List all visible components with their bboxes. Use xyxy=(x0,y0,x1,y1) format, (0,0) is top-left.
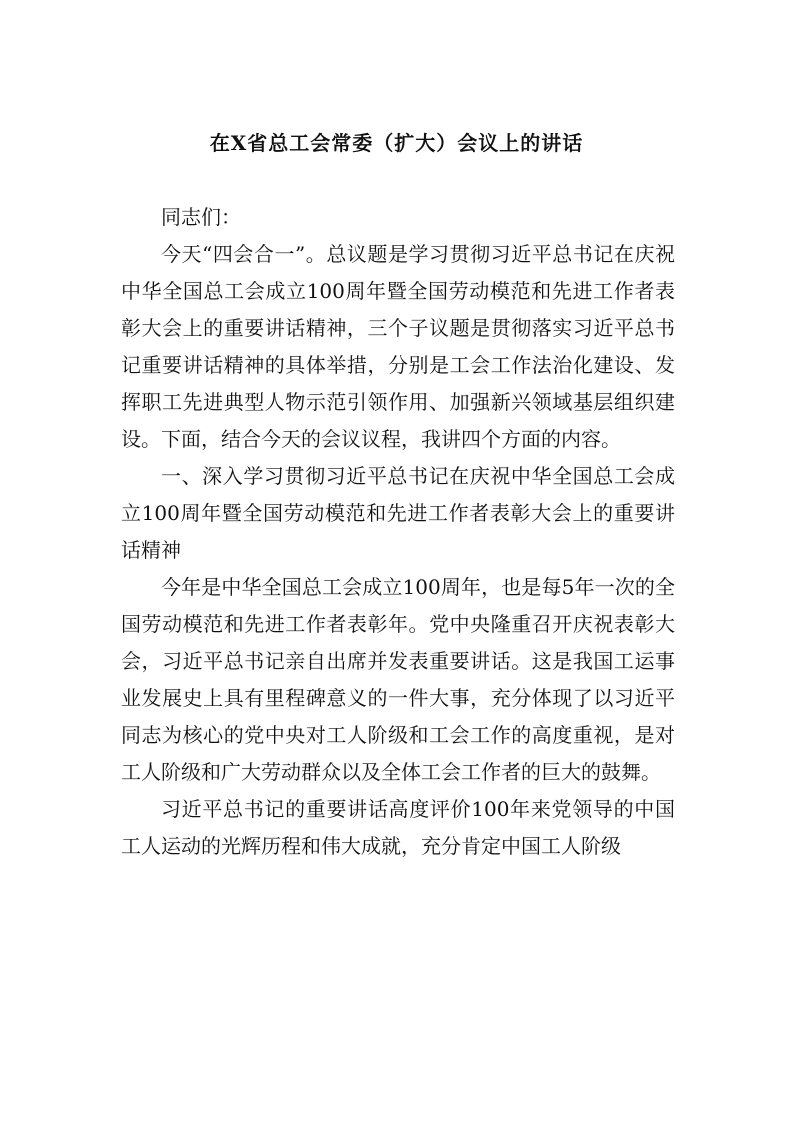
document-body xyxy=(121,199,675,865)
body-paragraph: 习近平总书记的重要讲话高度评价100年来党领导的中国工人运动的光辉历程和伟大成就，充分肯定中国工人阶级 xyxy=(121,797,675,858)
intro-paragraph: 今天“四会合一”。总议题是学习贯彻习近平总书记在庆祝中华全国总工会成立100周年暨全国劳动模范和先进工作者表彰大会上的重要讲话精神，三个子议题是贯彻落实习近平总书记重要讲话精神的具体举措，分别是工会工作法治化建设、发挥职工先进典型人物示范引领作用、加强新兴领域基层组织建设。下面，结合今天的会议议程，我讲四个方面的内容。 xyxy=(121,242,675,451)
salutation-paragraph: 同志们： xyxy=(161,205,241,229)
document-title: 在X省总工会常委（扩大）会议上的讲话 xyxy=(209,131,584,155)
body-paragraph: 今年是中华全国总工会成立100周年，也是每5年一次的全国劳动模范和先进工作者表彰年。党中央隆重召开庆祝表彰大会，习近平总书记亲自出席并发表重要讲话。这是我国工运事业发展史上具有里程碑意义的一件大事，充分体现了以习近平同志为核心的党中央对工人阶级和工会工作的高度重视，是对工人阶级和广大劳动群众以及全体工会工作者的巨大的鼓舞。 xyxy=(121,575,675,784)
section-heading-1: 一、深入学习贯彻习近平总书记在庆祝中华全国总工会成立100周年暨全国劳动模范和先进工作者表彰大会上的重要讲话精神 xyxy=(121,464,675,562)
